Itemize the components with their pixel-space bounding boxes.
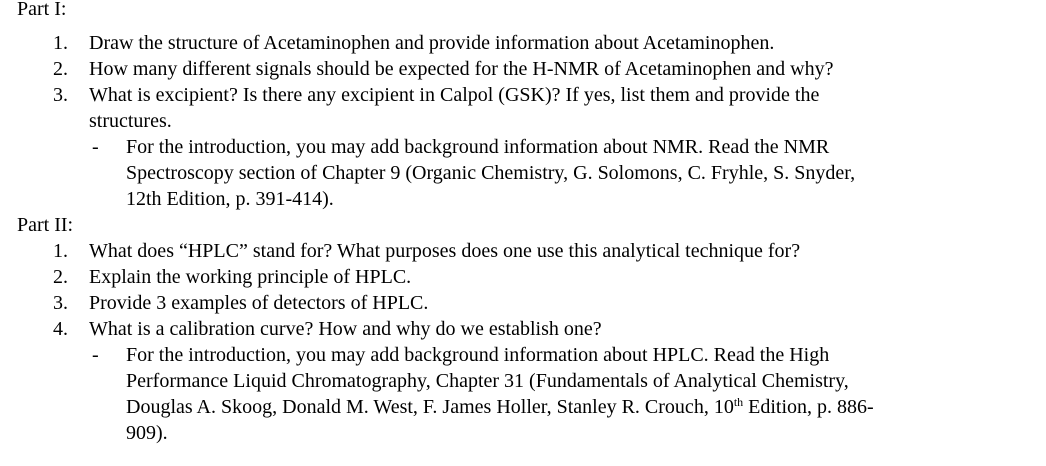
part-2-heading: Part II: <box>17 214 74 236</box>
part-1-note <box>0 134 986 212</box>
part-2-question-3 <box>0 290 969 316</box>
part-2-question-list <box>0 238 969 342</box>
note-line-3: 12th Edition, p. 391-414). <box>126 188 334 210</box>
note-line-3-text: Douglas A. Skoog, Donald M. West, F. James Holler, Stanley R. Crouch, 10 <box>126 396 734 418</box>
question-text: Explain the working principle of HPLC. <box>89 266 412 288</box>
note-dash: - <box>92 344 99 366</box>
note-line-3-tail: Edition, p. 886- <box>743 396 874 418</box>
part-1-question-3-continuation <box>0 108 969 134</box>
question-text: What does “HPLC” stand for? What purposes does one use this analytical technique for? <box>89 240 801 262</box>
part-2-question-1 <box>0 238 969 264</box>
question-number: 3. <box>53 292 68 314</box>
note-line-1: For the introduction, you may add background information about HPLC. Read the High <box>126 344 830 366</box>
note-line-1: For the introduction, you may add background information about NMR. Read the NMR <box>126 136 830 158</box>
question-number: 4. <box>53 318 68 340</box>
part-1-heading: Part I: <box>17 0 67 20</box>
question-text: What is excipient? Is there any excipient in Calpol (GSK)? If yes, list them and provide the <box>89 84 820 106</box>
part-2-note <box>0 342 986 446</box>
question-text: structures. <box>89 110 172 132</box>
ordinal-superscript: th <box>733 395 744 409</box>
question-text: Draw the structure of Acetaminophen and provide information about Acetaminophen. <box>89 32 775 54</box>
question-number: 2. <box>53 266 68 288</box>
question-text: Provide 3 examples of detectors of HPLC. <box>89 292 429 314</box>
question-number: 3. <box>53 84 68 106</box>
question-text: How many different signals should be expected for the H-NMR of Acetaminophen and why? <box>89 58 834 80</box>
part-1-question-1 <box>0 30 969 56</box>
question-number: 2. <box>53 58 68 80</box>
part-1-question-3 <box>0 82 969 108</box>
question-number: 1. <box>53 32 68 54</box>
part-2-question-2 <box>0 264 969 290</box>
part-2-question-4 <box>0 316 969 342</box>
part-1-question-2 <box>0 56 969 82</box>
note-line-3 <box>0 394 986 420</box>
question-text: What is a calibration curve? How and why do we establish one? <box>89 318 602 340</box>
note-dash: - <box>92 136 99 158</box>
part-1-question-list <box>0 30 969 134</box>
question-number: 1. <box>53 240 68 262</box>
note-line-2: Performance Liquid Chromatography, Chapter 31 (Fundamentals of Analytical Chemistry, <box>126 370 849 392</box>
note-line-4: 909). <box>126 422 168 444</box>
note-line-2: Spectroscopy section of Chapter 9 (Organic Chemistry, G. Solomons, C. Fryhle, S. Snyder, <box>126 162 856 184</box>
